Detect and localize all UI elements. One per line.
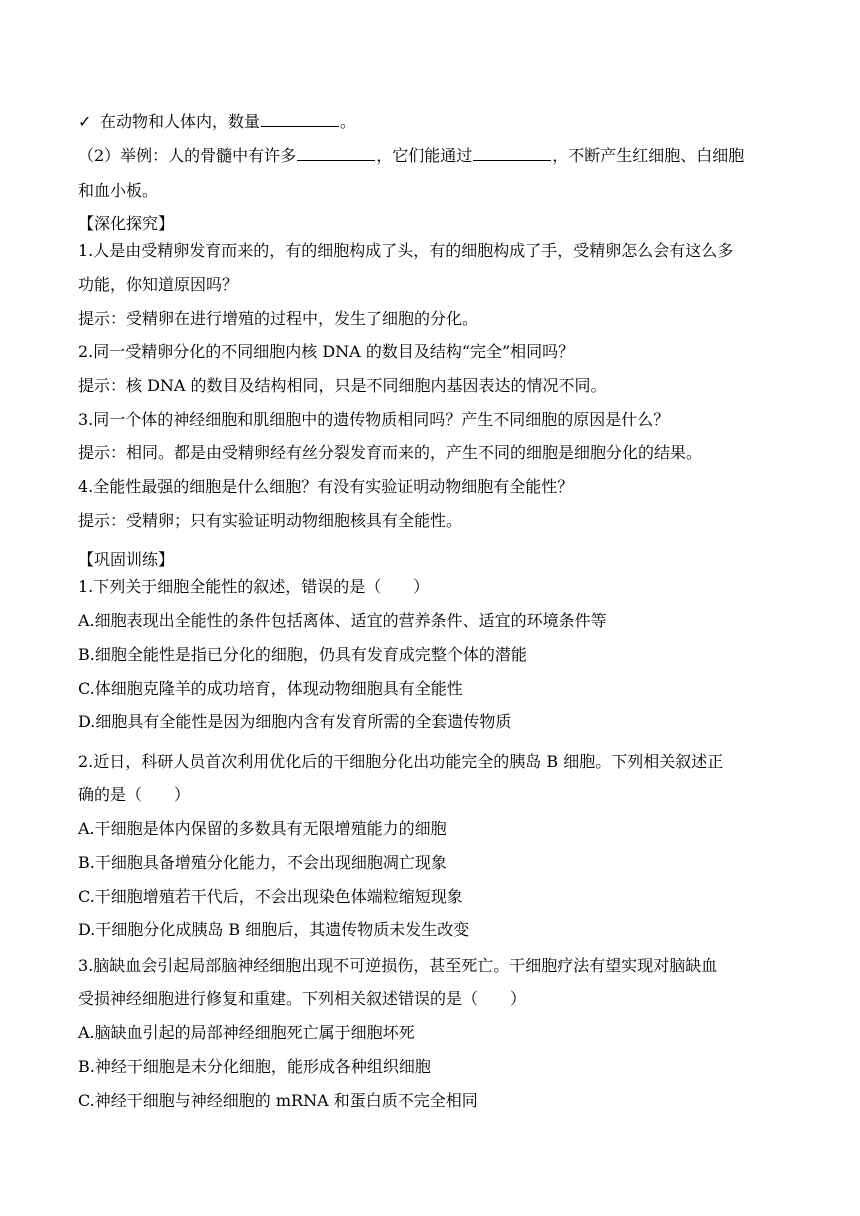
question-line: 2.同一受精卵分化的不同细胞内核 DNA 的数目及结构“完全”相同吗？ [78, 342, 575, 361]
text-segment: ，不断产生红细胞、白细胞 [552, 146, 745, 165]
option-line: B.细胞全能性是指已分化的细胞，仍具有发育成完整个体的潜能 [78, 645, 527, 664]
checkmark-icon: ✓ [78, 112, 92, 131]
section-heading: 【深化探究】 [78, 214, 175, 233]
text-segment: （2）举例：人的骨髓中有许多 [78, 146, 297, 165]
question-line: 3.脑缺血会引起局部脑神经细胞出现不可逆损伤，甚至死亡。干细胞疗法有望实现对脑缺血 [78, 956, 718, 975]
option-line: C.干细胞增殖若干代后，不会出现染色体端粒缩短现象 [78, 887, 463, 906]
option-line: A.细胞表现出全能性的条件包括离体、适宜的营养条件、适宜的环境条件等 [78, 611, 607, 630]
fill-blank[interactable] [297, 146, 375, 161]
hint-line: 提示：核 DNA 的数目及结构相同，只是不同细胞内基因表达的情况不同。 [78, 376, 607, 395]
option-line: D.细胞具有全能性是因为细胞内含有发育所需的全套遗传物质 [78, 712, 512, 731]
option-line: C.体细胞克隆羊的成功培育，体现动物细胞具有全能性 [78, 679, 463, 698]
example-line [78, 146, 744, 166]
question-line: 2.近日，科研人员首次利用优化后的干细胞分化出功能完全的胰岛 B 细胞。下列相关叙述正 [78, 752, 724, 771]
text-segment: ，它们能通过 [376, 146, 473, 165]
section-heading: 【巩固训练】 [78, 550, 175, 569]
fill-blank[interactable] [473, 146, 551, 161]
question-line: 4.全能性最强的细胞是什么细胞？有没有实验证明动物细胞有全能性？ [78, 477, 574, 496]
text-line: 和血小板。 [78, 181, 159, 200]
checklist-line [78, 112, 356, 132]
question-line: 3.同一个体的神经细胞和肌细胞中的遗传物质相同吗？产生不同细胞的原因是什么？ [78, 410, 670, 429]
question-line: 确的是（ ） [78, 785, 191, 804]
text-segment: 在动物和人体内，数量 [100, 112, 261, 131]
text-segment: 。 [340, 112, 357, 131]
fill-blank[interactable] [261, 112, 339, 127]
question-line: 受损神经细胞进行修复和重建。下列相关叙述错误的是（ ） [78, 989, 527, 1008]
option-line: B.干细胞具备增殖分化能力，不会出现细胞凋亡现象 [78, 853, 447, 872]
question-line: 1.下列关于细胞全能性的叙述，错误的是（ ） [78, 577, 430, 596]
option-line: A.脑缺血引起的局部神经细胞死亡属于细胞坏死 [78, 1023, 415, 1042]
hint-line: 提示：受精卵在进行增殖的过程中，发生了细胞的分化。 [78, 309, 479, 328]
option-line: A.干细胞是体内保留的多数具有无限增殖能力的细胞 [78, 819, 447, 838]
hint-line: 提示：受精卵；只有实验证明动物细胞核具有全能性。 [78, 511, 463, 530]
question-line: 功能，你知道原因吗？ [78, 275, 239, 294]
option-line: D.干细胞分化成胰岛 B 细胞后，其遗传物质未发生改变 [78, 920, 470, 939]
option-line: B.神经干细胞是未分化细胞，能形成各种组织细胞 [78, 1057, 431, 1076]
question-line: 1.人是由受精卵发育而来的，有的细胞构成了头，有的细胞构成了手，受精卵怎么会有这么多 [78, 241, 734, 260]
option-line: C.神经干细胞与神经细胞的 mRNA 和蛋白质不完全相同 [78, 1091, 478, 1110]
hint-line: 提示：相同。都是由受精卵经有丝分裂发育而来的，产生不同的细胞是细胞分化的结果。 [78, 443, 703, 462]
